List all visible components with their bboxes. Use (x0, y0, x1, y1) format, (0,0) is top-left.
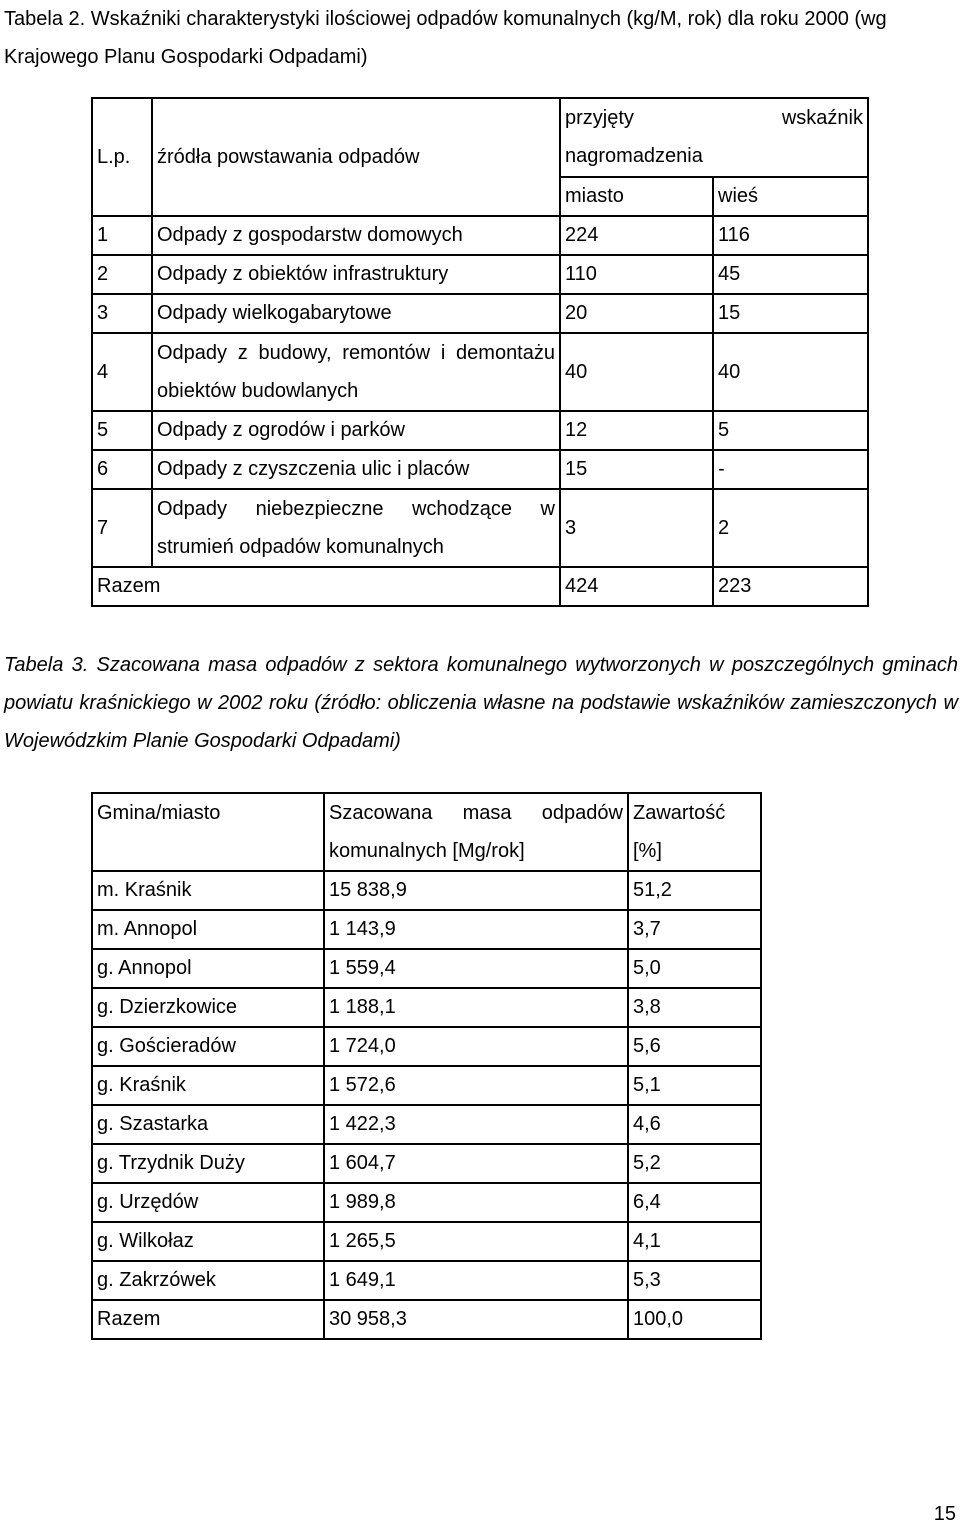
table3-caption: Tabela 3. Szacowana masa odpadów z sektora komunalnego wytworzonych w poszczególnych gminach powiatu kraśnickiego w 2002 roku (źródło: obliczenia własne na podstawie wskaźników zamieszczonych w Wojewódzkim Planie Gospodarki Odpadami) (4, 654, 958, 752)
table-row (92, 489, 868, 567)
row-share: 5,2 (628, 1144, 761, 1183)
total-mass: 30 958,3 (324, 1300, 628, 1339)
row-city: 224 (560, 216, 713, 255)
total-share: 100,0 (628, 1300, 761, 1339)
header-gmina: Gmina/miasto (92, 793, 324, 871)
page-number: 15 (933, 1503, 956, 1525)
row-gmina: g. Annopol (92, 949, 324, 988)
row-name: Odpady wielkogabarytowe (152, 294, 560, 333)
header-indicator-przyjety: przyjęty (565, 107, 634, 129)
table2-caption: Tabela 2. Wskaźniki charakterystyki ilościowej odpadów komunalnych (kg/M, rok) dla roku 2000 (wg Krajowego Planu Gospodarki Odpadami) (4, 8, 887, 68)
table-row (92, 1261, 761, 1300)
table-row (92, 450, 868, 489)
row-share: 51,2 (628, 871, 761, 910)
row-name: Odpady z obiektów infrastruktury (152, 255, 560, 294)
row-mass: 1 143,9 (324, 910, 628, 949)
total-label: Razem (92, 567, 560, 606)
row-gmina: g. Zakrzówek (92, 1261, 324, 1300)
row-gmina: g. Urzędów (92, 1183, 324, 1222)
table-row (92, 871, 761, 910)
header-city: miasto (560, 177, 713, 216)
header-lp: L.p. (92, 98, 152, 216)
row-city: 3 (560, 489, 713, 567)
row-mass: 1 572,6 (324, 1066, 628, 1105)
table-row (92, 949, 761, 988)
row-gmina: g. Szastarka (92, 1105, 324, 1144)
row-share: 4,1 (628, 1222, 761, 1261)
row-name: Odpady z ogrodów i parków (152, 411, 560, 450)
row-lp: 4 (92, 333, 152, 411)
row-lp: 5 (92, 411, 152, 450)
table-total-row (92, 1300, 761, 1339)
row-mass: 1 604,7 (324, 1144, 628, 1183)
row-name: Odpady z budowy, remontów i demontażu obiektów budowlanych (152, 333, 560, 411)
table-row (92, 216, 868, 255)
row-name: Odpady z czyszczenia ulic i placów (152, 450, 560, 489)
row-city: 110 (560, 255, 713, 294)
row-village: - (713, 450, 868, 489)
row-share: 3,8 (628, 988, 761, 1027)
row-lp: 7 (92, 489, 152, 567)
row-share: 3,7 (628, 910, 761, 949)
row-mass: 1 724,0 (324, 1027, 628, 1066)
header-mass: Szacowana masa odpadów komunalnych [Mg/rok] (324, 793, 628, 871)
table-row (92, 910, 761, 949)
row-gmina: m. Kraśnik (92, 871, 324, 910)
row-gmina: g. Trzydnik Duży (92, 1144, 324, 1183)
row-share: 6,4 (628, 1183, 761, 1222)
table-row (92, 294, 868, 333)
row-village: 2 (713, 489, 868, 567)
row-lp: 2 (92, 255, 152, 294)
header-indicator-nagromadzenia: nagromadzenia (565, 145, 703, 167)
row-lp: 3 (92, 294, 152, 333)
table-row (92, 255, 868, 294)
table-row (92, 333, 868, 411)
row-mass: 1 188,1 (324, 988, 628, 1027)
row-share: 5,0 (628, 949, 761, 988)
table-row (92, 1222, 761, 1261)
header-indicator-wskaznik: wskaźnik (781, 107, 863, 129)
header-village: wieś (713, 177, 868, 216)
table2-waste-indicators (91, 97, 869, 607)
row-city: 12 (560, 411, 713, 450)
table-row (92, 411, 868, 450)
row-lp: 6 (92, 450, 152, 489)
table-row (92, 1105, 761, 1144)
row-share: 5,6 (628, 1027, 761, 1066)
row-city: 20 (560, 294, 713, 333)
table-row (92, 1144, 761, 1183)
row-share: 4,6 (628, 1105, 761, 1144)
row-gmina: g. Wilkołaz (92, 1222, 324, 1261)
table-row (92, 1183, 761, 1222)
table-row (92, 988, 761, 1027)
row-mass: 1 422,3 (324, 1105, 628, 1144)
row-village: 40 (713, 333, 868, 411)
table-row (92, 1066, 761, 1105)
row-gmina: g. Dzierzkowice (92, 988, 324, 1027)
row-mass: 1 649,1 (324, 1261, 628, 1300)
header-share: Zawartość [%] (628, 793, 761, 871)
table-row (92, 1027, 761, 1066)
total-village: 223 (713, 567, 868, 606)
row-village: 5 (713, 411, 868, 450)
header-source: źródła powstawania odpadów (152, 98, 560, 216)
row-name: Odpady niebezpieczne wchodzące w strumień odpadów komunalnych (152, 489, 560, 567)
row-gmina: m. Annopol (92, 910, 324, 949)
row-village: 15 (713, 294, 868, 333)
total-gmina: Razem (92, 1300, 324, 1339)
table3-waste-mass-by-gmina (91, 792, 762, 1340)
row-mass: 15 838,9 (324, 871, 628, 910)
row-gmina: g. Gościeradów (92, 1027, 324, 1066)
row-name: Odpady z gospodarstw domowych (152, 216, 560, 255)
row-village: 45 (713, 255, 868, 294)
row-village: 116 (713, 216, 868, 255)
header-indicator (560, 98, 868, 177)
row-city: 40 (560, 333, 713, 411)
row-city: 15 (560, 450, 713, 489)
row-mass: 1 559,4 (324, 949, 628, 988)
row-share: 5,1 (628, 1066, 761, 1105)
row-gmina: g. Kraśnik (92, 1066, 324, 1105)
row-mass: 1 989,8 (324, 1183, 628, 1222)
total-city: 424 (560, 567, 713, 606)
row-share: 5,3 (628, 1261, 761, 1300)
row-lp: 1 (92, 216, 152, 255)
row-mass: 1 265,5 (324, 1222, 628, 1261)
table-total-row (92, 567, 868, 606)
